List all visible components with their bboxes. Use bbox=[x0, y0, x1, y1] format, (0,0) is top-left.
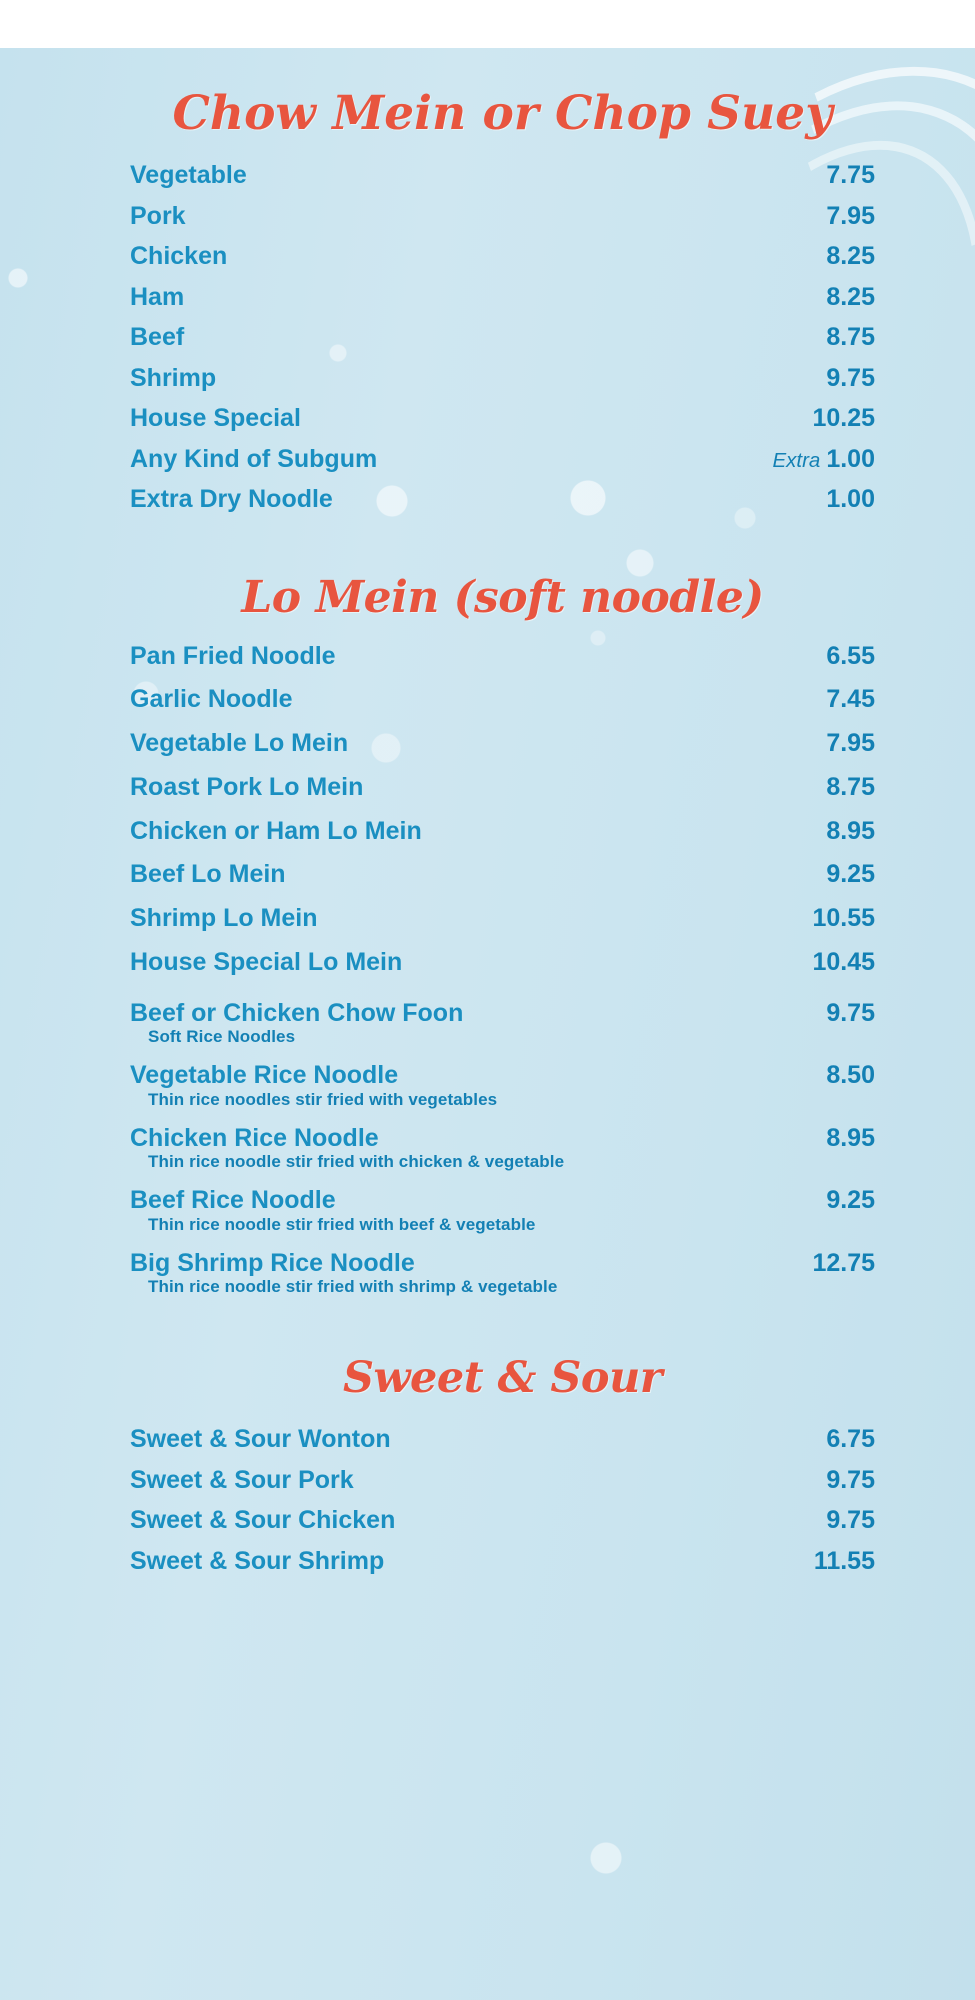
menu-item bbox=[130, 439, 875, 480]
menu-item-price: 8.25 bbox=[826, 242, 875, 270]
menu-item-description: Thin rice noodle stir fried with shrimp & vegetable bbox=[148, 1277, 558, 1296]
menu-item-description: Soft Rice Noodles bbox=[148, 1027, 296, 1046]
menu-item-name: Chicken bbox=[130, 242, 228, 270]
menu-item-name: Big Shrimp Rice Noodle bbox=[130, 1248, 415, 1277]
menu-item-price: 10.45 bbox=[812, 947, 875, 976]
menu-item bbox=[130, 853, 875, 897]
menu-item bbox=[130, 1059, 875, 1110]
menu-item bbox=[130, 398, 875, 439]
menu-item-name: Beef or Chicken Chow Foon bbox=[130, 998, 464, 1027]
menu-item-price: 7.95 bbox=[826, 201, 875, 230]
menu-item-price: 9.75 bbox=[826, 1506, 875, 1534]
menu-item bbox=[130, 277, 875, 318]
menu-item-price: 12.75 bbox=[812, 1248, 875, 1277]
menu-item bbox=[130, 941, 875, 985]
menu-section-chow-mein-chop-suey bbox=[130, 86, 875, 520]
menu-item bbox=[130, 1122, 875, 1173]
menu-item-name: Chicken Rice Noodle bbox=[130, 1123, 379, 1152]
menu-item-name: Pork bbox=[130, 201, 186, 230]
menu-item-price: 9.75 bbox=[826, 363, 875, 392]
menu-item bbox=[130, 766, 875, 810]
menu-item-name: Shrimp Lo Mein bbox=[130, 904, 318, 932]
menu-item-list bbox=[130, 1419, 875, 1581]
menu-item-name: House Special bbox=[130, 404, 301, 432]
menu-item bbox=[130, 1460, 875, 1501]
menu-item bbox=[130, 678, 875, 722]
menu-item-price: 8.95 bbox=[826, 1123, 875, 1152]
menu-item bbox=[130, 317, 875, 358]
menu-item-price: 7.75 bbox=[826, 161, 875, 189]
menu-item-description: Thin rice noodle stir fried with beef & vegetable bbox=[148, 1214, 536, 1234]
menu-item-name: Garlic Noodle bbox=[130, 685, 293, 714]
menu-item bbox=[130, 810, 875, 854]
section-title: Sweet & Sour bbox=[342, 1353, 663, 1403]
menu-item bbox=[130, 897, 875, 941]
menu-item-name: Any Kind of Subgum bbox=[130, 444, 378, 473]
menu-item bbox=[130, 722, 875, 766]
menu-item-name: Vegetable Rice Noodle bbox=[130, 1061, 399, 1089]
menu-section-sweet-and-sour bbox=[130, 1353, 875, 1581]
menu-item bbox=[130, 635, 875, 679]
menu-item bbox=[130, 358, 875, 399]
menu-item-name: Pan Fried Noodle bbox=[130, 641, 336, 670]
menu-item bbox=[130, 1247, 875, 1298]
menu-item-name: Ham bbox=[130, 282, 185, 311]
menu-item-name: Beef Rice Noodle bbox=[130, 1186, 336, 1214]
menu-item-price: 1.00 bbox=[826, 485, 875, 513]
menu-item-name: Sweet & Sour Shrimp bbox=[130, 1546, 385, 1575]
menu-item bbox=[130, 1500, 875, 1541]
menu-item-price: 7.95 bbox=[826, 729, 875, 757]
menu-page bbox=[0, 48, 975, 2000]
menu-item-name: Sweet & Sour Wonton bbox=[130, 1425, 391, 1453]
menu-item-qualifier: Extra bbox=[772, 448, 821, 472]
menu-item-name: Beef bbox=[130, 323, 185, 351]
menu-section-lo-mein bbox=[130, 572, 875, 1298]
menu-item-price: 1.00 bbox=[826, 444, 875, 473]
menu-item-description: Thin rice noodle stir fried with chicken & vegetable bbox=[148, 1152, 565, 1171]
menu-item-price: 7.45 bbox=[826, 685, 875, 714]
menu-item-list bbox=[130, 635, 875, 1298]
menu-item-name: Extra Dry Noodle bbox=[130, 485, 333, 513]
menu-item-name: Vegetable bbox=[130, 161, 247, 189]
menu-item bbox=[130, 479, 875, 520]
menu-item-name: Roast Pork Lo Mein bbox=[130, 772, 364, 801]
menu-item bbox=[130, 1541, 875, 1582]
menu-item bbox=[130, 1184, 875, 1235]
menu-item-price: 9.75 bbox=[826, 1465, 875, 1494]
menu-item-name: Chicken or Ham Lo Mein bbox=[130, 816, 422, 845]
menu-item-price: 9.25 bbox=[826, 860, 875, 889]
menu-item bbox=[130, 236, 875, 277]
menu-item-list bbox=[130, 155, 875, 520]
menu-item-name: Beef Lo Mein bbox=[130, 860, 286, 889]
menu-item bbox=[130, 997, 875, 1048]
menu-item-name: Shrimp bbox=[130, 363, 217, 392]
section-title: Chow Mein or Chop Suey bbox=[172, 86, 833, 141]
menu-item-description: Thin rice noodles stir fried with vegetables bbox=[148, 1089, 498, 1109]
menu-item bbox=[130, 1419, 875, 1460]
menu-item-price: 6.55 bbox=[826, 641, 875, 670]
menu-item bbox=[130, 196, 875, 237]
menu-content bbox=[0, 86, 975, 1581]
menu-item-price: 6.75 bbox=[826, 1425, 875, 1453]
menu-item-price: 8.25 bbox=[826, 282, 875, 311]
menu-item-price: 8.75 bbox=[826, 772, 875, 801]
menu-item-name: House Special Lo Mein bbox=[130, 947, 403, 976]
menu-item-name: Vegetable Lo Mein bbox=[130, 729, 349, 757]
menu-item-price: 8.50 bbox=[826, 1061, 875, 1089]
menu-item-price: 8.95 bbox=[826, 816, 875, 845]
menu-item-name: Sweet & Sour Chicken bbox=[130, 1506, 396, 1534]
menu-item-price: 8.75 bbox=[826, 323, 875, 351]
menu-item-price: 10.55 bbox=[812, 904, 875, 932]
section-title: Lo Mein (soft noodle) bbox=[241, 571, 764, 623]
menu-item-price: 11.55 bbox=[813, 1546, 875, 1575]
menu-item-price: 9.25 bbox=[826, 1186, 875, 1214]
menu-item-name: Sweet & Sour Pork bbox=[130, 1465, 354, 1494]
menu-item-price: 10.25 bbox=[812, 404, 875, 432]
menu-item bbox=[130, 155, 875, 196]
menu-item-price: 9.75 bbox=[826, 998, 875, 1027]
